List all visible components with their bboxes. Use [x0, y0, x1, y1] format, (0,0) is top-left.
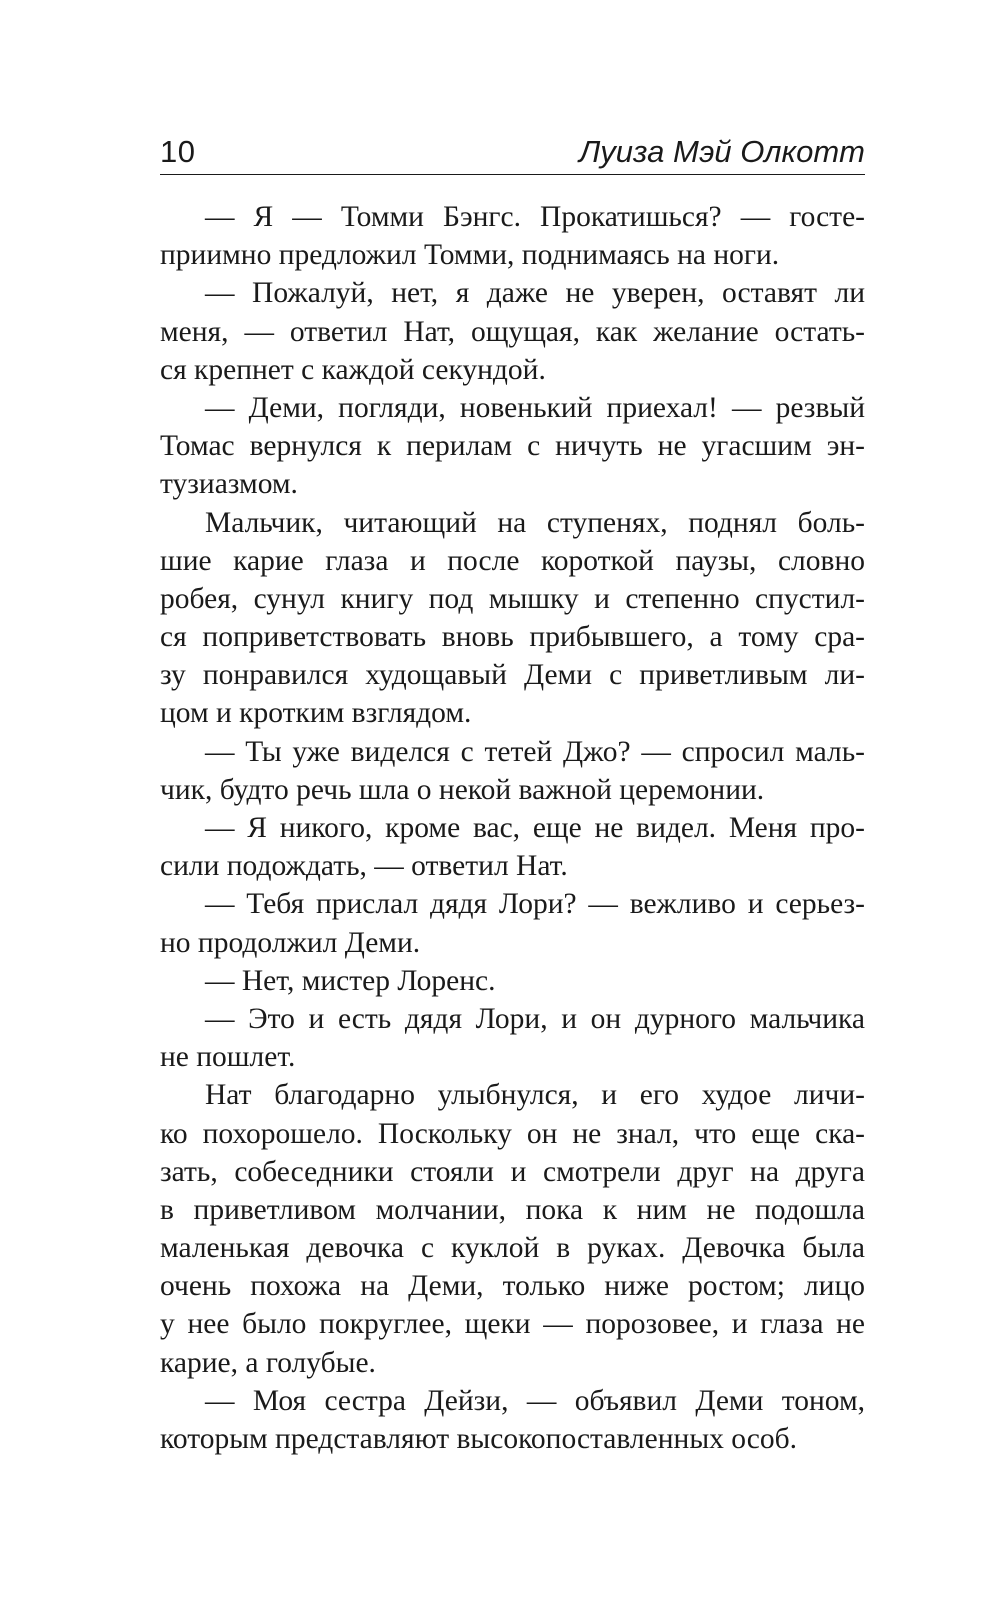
text-line: которым представляют высокопоставленных особ.: [160, 1423, 797, 1455]
text-line: цом и кротким взглядом.: [160, 697, 472, 730]
text-line: Мальчик, читающий на ступенях, поднял боль-: [205, 506, 865, 539]
text-line: — Тебя прислал дядя Лори? — вежливо и серьез-: [205, 888, 865, 921]
text-line: — Нет, мистер Лоренс.: [205, 964, 496, 997]
text-line: Нат благодарно улыбнулся, и его худое личи-: [205, 1079, 865, 1112]
text-line: — Моя сестра Дейзи, — объявил Деми тоном,: [205, 1384, 865, 1417]
text-line: приимно предложил Томми, поднимаясь на ноги.: [160, 239, 780, 272]
running-title: Луиза Мэй Олкотт: [579, 134, 865, 169]
text-line: зать, собеседники стояли и смотрели друг на друга: [160, 1155, 865, 1188]
text-line: карие, а голубые.: [160, 1346, 376, 1379]
text-line: — Я — Томми Бэнгс. Прокатишься? — госте-: [205, 201, 865, 233]
page-number: 10: [160, 134, 196, 169]
text-line: зу понравился худощавый Деми с приветливым ли-: [160, 659, 865, 692]
text-line: ся крепнет с каждой секундой.: [160, 353, 546, 386]
text-line: меня, — ответил Нат, ощущая, как желание остать-: [160, 315, 865, 348]
text-line: чик, будто речь шла о некой важной церемонии.: [160, 773, 765, 806]
text-line: маленькая девочка с куклой в руках. Девочка была: [160, 1232, 865, 1265]
text-line: шие карие глаза и после короткой паузы, словно: [160, 544, 865, 577]
text-line: — Я никого, кроме вас, еще не видел. Меня про-: [205, 812, 865, 844]
text-line: — Это и есть дядя Лори, и он дурного мальчика: [205, 1002, 865, 1035]
text-line: не пошлет.: [160, 1041, 296, 1074]
text-line: у нее было покруглее, щеки — порозовее, и глаза не: [160, 1308, 865, 1341]
text-line: тузиазмом.: [160, 468, 298, 501]
text-line: робея, сунул книгу под мышку и степенно спустил-: [160, 582, 865, 615]
page-header: [160, 130, 865, 175]
text-line: — Пожалуй, нет, я даже не уверен, оставят ли: [205, 277, 865, 310]
page-body: [160, 198, 865, 1458]
text-line: очень похожа на Деми, только ниже ростом; лицо: [160, 1270, 865, 1303]
text-line: Томас вернулся к перилам с ничуть не угасшим эн-: [160, 430, 865, 463]
text-line: сили подождать, — ответил Нат.: [160, 850, 568, 883]
text-line: — Деми, погляди, новенький приехал! — резвый: [205, 391, 865, 424]
text-line: ся поприветствовать вновь прибывшего, а тому сра-: [160, 621, 865, 654]
text-line: — Ты уже виделся с тетей Джо? — спросил маль-: [205, 735, 865, 768]
text-line: но продолжил Деми.: [160, 926, 421, 959]
text-line: ко похорошело. Поскольку он не знал, что еще ска-: [160, 1117, 865, 1150]
text-line: в приветливом молчании, пока к ним не подошла: [160, 1193, 865, 1226]
